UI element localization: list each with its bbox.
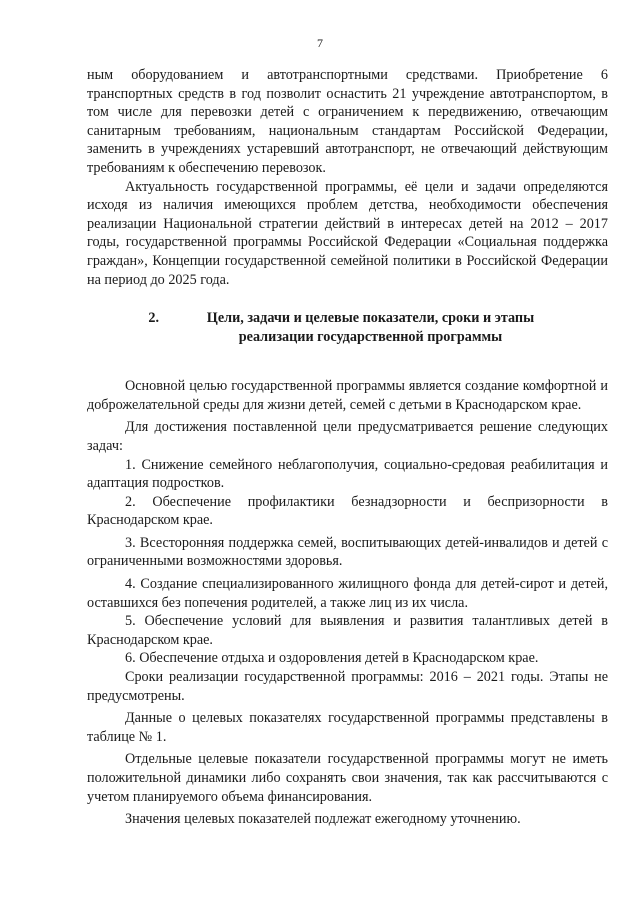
paragraph: Основной целью государственной программы является создание комфортной и доброжелательной среды для жизни детей, семей с детьми в Краснодарском крае. <box>87 378 608 413</box>
paragraph: ным оборудованием и автотранспортными средствами. Приобретение 6 транспортных средств в год позволит оснастить 21 учреждение автотранспортом, в том числе для перевозки детей с ограничением к передвижению, отвечающим санитарным требованиям, национальным стандартам Российской Федерации, заменить в учреждениях устаревший автотранспорт, не отвечающий действующим требованиям к обеспечению перевозок. <box>87 67 608 176</box>
list-item: 2. Обеспечение профилактики безнадзорности и беспризорности в Краснодарском крае. <box>87 493 608 529</box>
list-item: 4. Создание специализированного жилищного фонда для детей-сирот и детей, оставшихся без попечения родителей, а также лиц из их числа. <box>87 576 608 611</box>
list-item: 5. Обеспечение условий для выявления и развития талантливых детей в Краснодарском крае. <box>87 613 608 648</box>
paragraph: Актуальность государственной программы, её цели и задачи определяются исходя из наличия имеющихся проблем детства, необходимости обеспечения реализации Национальной стратегии действий в интересах детей на 2012 – 2017 годы, государственной программы Российской Федерации «Социальная поддержка граждан», Концепции государственной семейной политики в Российской Федерации на период до 2025 года. <box>87 178 608 288</box>
paragraph: Сроки реализации государственной программы: 2016 – 2021 годы. Этапы не предусмотрены. <box>87 669 608 704</box>
list-item: 3. Всесторонняя поддержка семей, воспитывающих детей-инвалидов и детей с ограниченными возможностями здоровья. <box>87 534 608 570</box>
page-number: 7 <box>317 36 323 50</box>
paragraph: Отдельные целевые показатели государственной программы могут не иметь положительной динамики либо сохранять свои значения, так как рассчитываются с учетом планируемого объема финансирования. <box>87 751 608 805</box>
paragraph: Данные о целевых показателях государственной программы представлены в таблице № 1. <box>87 710 608 745</box>
section-number: 2. <box>148 310 159 327</box>
section-title: Цели, задачи и целевые показатели, сроки и этапы реализации государственной программы <box>206 310 535 346</box>
paragraph: Для достижения поставленной цели предусматривается решение следующих задач: <box>87 419 608 454</box>
section-heading <box>87 309 608 347</box>
document-body <box>87 66 608 829</box>
list-item: 1. Снижение семейного неблагополучия, социально-средовая реабилитация и адаптация подростков. <box>87 456 608 492</box>
list-item: 6. Обеспечение отдыха и оздоровления детей в Краснодарском крае. <box>125 650 539 667</box>
paragraph: Значения целевых показателей подлежат ежегодному уточнению. <box>125 811 521 828</box>
